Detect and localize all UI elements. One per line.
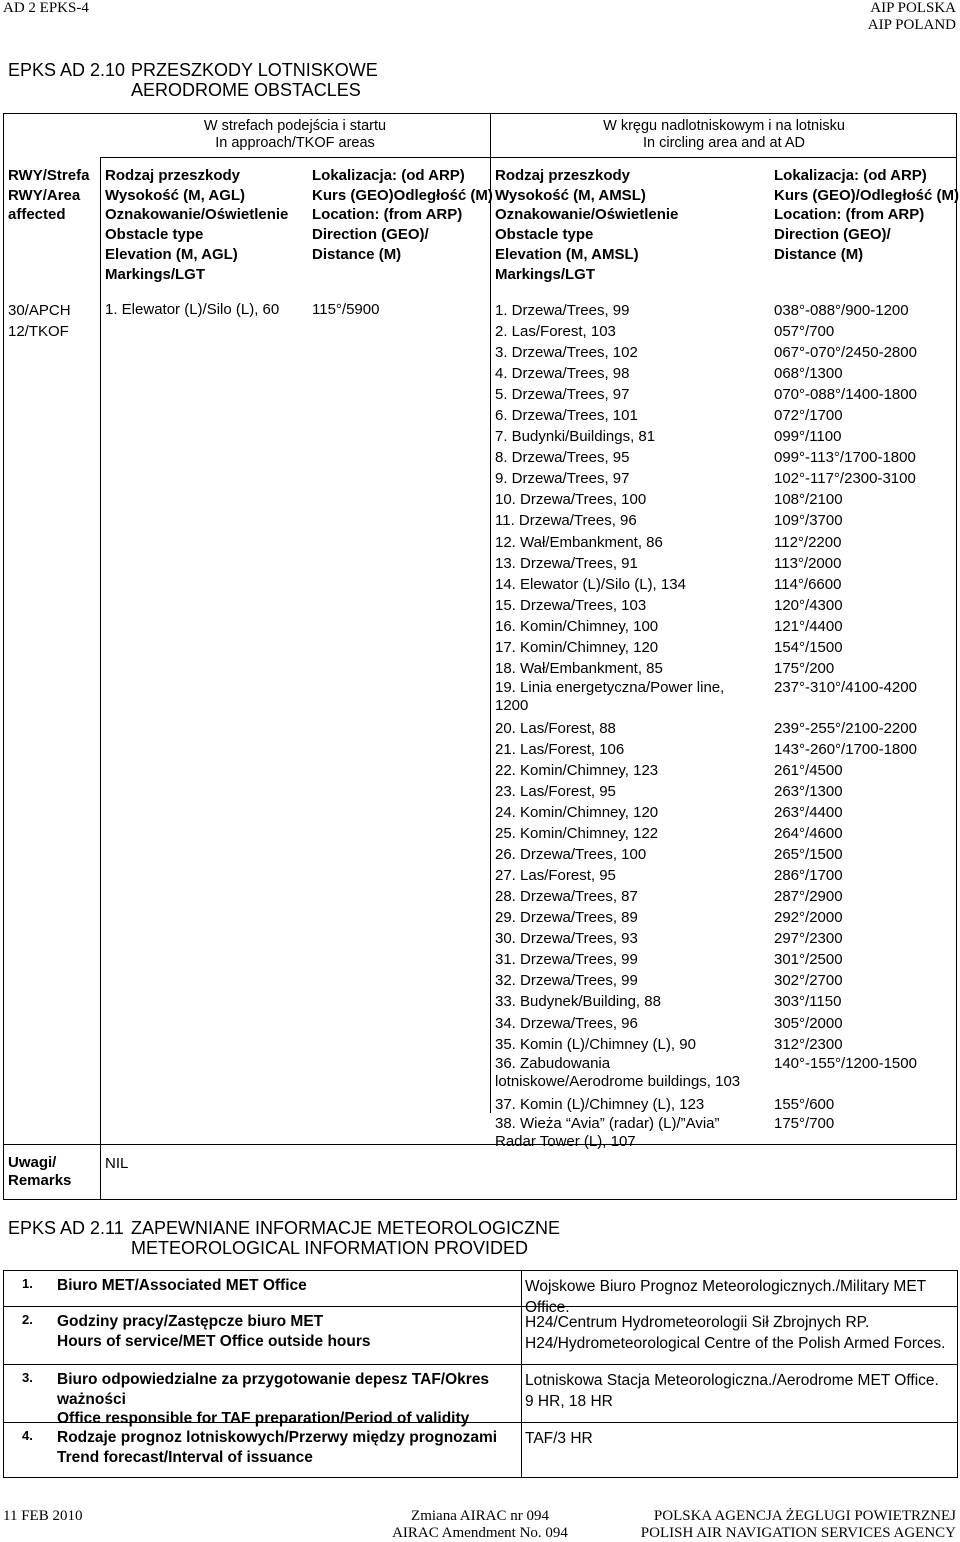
col-header-line: Direction (GEO)/ — [774, 226, 891, 244]
page-footer — [0, 1508, 960, 1540]
met-value-line: Wojskowe Biuro Prognoz Meteorologicznych./Military MET Office. — [525, 1278, 926, 1316]
circling-obstacle-location: 286°/1700 — [774, 867, 843, 885]
section-title-211 — [131, 1218, 560, 1258]
col-header-line: Wysokość (M, AMSL) — [495, 186, 646, 204]
met-value-line: TAF/3 HR — [525, 1430, 593, 1447]
met-label-line: Godziny pracy/Zastępcze biuro MET — [57, 1313, 324, 1330]
col-header-line: Elevation (M, AGL) — [105, 245, 238, 263]
circling-obstacle-type: 12. Wał/Embankment, 86 — [495, 533, 663, 551]
met-value-line: H24/Hydrometeorological Centre of the Polish Armed Forces. — [525, 1335, 946, 1352]
circling-obstacle-type: 10. Drzewa/Trees, 100 — [495, 491, 647, 509]
circling-obstacle-type: 24. Komin/Chimney, 120 — [495, 804, 659, 822]
circling-obstacle-type: 1. Drzewa/Trees, 99 — [495, 302, 630, 319]
section-title-211-pl: ZAPEWNIANE INFORMACJE METEOROLOGICZNE — [131, 1218, 561, 1238]
approach-header-pl: W strefach podejścia i startu — [203, 118, 387, 134]
section-title-211-en: METEOROLOGICAL INFORMATION PROVIDED — [131, 1238, 529, 1258]
circling-obstacle-type: 7. Budynki/Buildings, 81 — [495, 428, 656, 446]
footer-amendment-pl: Zmiana AIRAC nr 094 — [411, 1508, 549, 1524]
met-label-line: Office responsible for TAF preparation/Period of validity — [57, 1410, 470, 1427]
page-header-right — [868, 0, 956, 34]
footer-amendment-en: AIRAC Amendment No. 094 — [392, 1525, 568, 1541]
col-header-line: Direction (GEO)/ — [312, 226, 429, 244]
section-number-210: EPKS AD 2.10 — [8, 60, 126, 80]
footer-agency-en: POLISH AIR NAVIGATION SERVICES AGENCY — [640, 1525, 956, 1541]
circling-obstacle-type: 30. Drzewa/Trees, 93 — [495, 930, 638, 948]
circling-obstacle-location: 292°/2000 — [774, 909, 843, 927]
circling-obstacle-type: 5. Drzewa/Trees, 97 — [495, 386, 630, 404]
col-header-line: Markings/LGT — [105, 265, 206, 283]
met-row-value — [525, 1312, 955, 1354]
col-header-line: Distance (M) — [774, 245, 864, 263]
circling-obstacle-type: 33. Budynek/Building, 88 — [495, 993, 661, 1011]
circling-obstacle-location: 263°/4400 — [774, 804, 843, 822]
remarks-label — [8, 1154, 71, 1190]
circling-obstacle-location: 264°/4600 — [774, 825, 843, 843]
circling-header-pl: W kręgu nadlotniskowym i na lotnisku — [603, 118, 845, 134]
approach-group-header — [100, 118, 490, 152]
col-header-line: Markings/LGT — [495, 265, 596, 283]
col-header-line: RWY/Area — [8, 186, 81, 204]
section-title-210 — [131, 60, 378, 100]
circling-obstacle-location: 237°-310°/4100-4200 — [774, 678, 917, 696]
circling-obstacle-type: 21. Las/Forest, 106 — [495, 740, 625, 758]
circling-obstacle-location: 155°/600 — [774, 1095, 835, 1113]
footer-date: 11 FEB 2010 — [3, 1508, 83, 1524]
met-label-line: Trend forecast/Interval of issuance — [57, 1448, 313, 1466]
col-header-line: affected — [8, 206, 66, 224]
circling-obstacle-location: 303°/1150 — [774, 993, 842, 1011]
circling-obstacle-location: 067°-070°/2450-2800 — [774, 344, 917, 362]
col-header-line: Oznakowanie/Oświetlenie — [495, 206, 679, 224]
circling-obstacle-location: 114°/6600 — [774, 575, 842, 593]
grid-line — [4, 1364, 957, 1365]
col-header-line: Distance (M) — [312, 245, 402, 263]
remarks-label-line: Remarks — [8, 1172, 72, 1189]
circling-obstacle-type: 4. Drzewa/Trees, 98 — [495, 365, 630, 383]
circling-obstacle-location: 109°/3700 — [774, 512, 843, 530]
circling-obstacle-type: 36. Zabudowania lotniskowe/Aerodrome buildings, 103 — [495, 1054, 741, 1091]
circling-obstacle-type: 20. Las/Forest, 88 — [495, 719, 616, 737]
col-header-line: Obstacle type — [495, 226, 594, 244]
circling-obstacle-type: 31. Drzewa/Trees, 99 — [495, 951, 638, 969]
col-header-line: RWY/Strefa — [8, 167, 90, 184]
circling-obstacle-location: 287°/2900 — [774, 888, 843, 906]
circling-obstacle-location: 312°/2300 — [774, 1035, 843, 1053]
col-header-line: Elevation (M, AMSL) — [495, 245, 639, 263]
circling-obstacle-type: 9. Drzewa/Trees, 97 — [495, 470, 630, 488]
circling-obstacle-type: 8. Drzewa/Trees, 95 — [495, 449, 630, 467]
met-label-line: Hours of service/MET Office outside hours — [57, 1332, 371, 1350]
circling-obstacle-type: 25. Komin/Chimney, 122 — [495, 825, 659, 843]
footer-agency — [641, 1508, 956, 1542]
col-header-line: Location: (from ARP) — [774, 206, 925, 224]
circling-group-header — [491, 118, 957, 152]
circling-obstacle-type: 3. Drzewa/Trees, 102 — [495, 344, 638, 362]
circling-obstacle-location: 121°/4400 — [774, 617, 843, 635]
circling-obstacle-location: 038°-088°/900-1200 — [774, 302, 909, 319]
circling-obstacle-type: 32. Drzewa/Trees, 99 — [495, 972, 638, 990]
col-header-line: Kurs (GEO)Odległość (M) — [312, 186, 493, 204]
circling-obstacle-location: 261°/4500 — [774, 761, 843, 779]
header-aip-polska: AIP POLSKA — [870, 0, 956, 16]
circling-types-list — [495, 300, 760, 1154]
circling-obstacle-location: 301°/2500 — [774, 951, 843, 969]
met-row-value — [525, 1428, 955, 1449]
circling-obstacle-type: 19. Linia energetyczna/Power line, 1200 — [495, 678, 725, 715]
met-row-label — [57, 1370, 527, 1429]
circling-obstacle-location: 297°/2300 — [774, 930, 843, 948]
circling-obstacle-location: 068°/1300 — [774, 365, 843, 383]
circling-obstacle-location: 120°/4300 — [774, 596, 843, 614]
met-row-number: 2. — [22, 1312, 33, 1327]
met-row-label — [57, 1312, 527, 1351]
met-row-number: 4. — [22, 1428, 33, 1443]
circling-obstacle-location: 070°-088°/1400-1800 — [774, 386, 917, 404]
col-header-line: Lokalizacja: (od ARP) — [312, 167, 465, 184]
circling-obstacle-type: 13. Drzewa/Trees, 91 — [495, 554, 638, 572]
circling-obstacle-location: 239°-255°/2100-2200 — [774, 719, 917, 737]
circling-obstacle-location: 113°/2000 — [774, 554, 842, 572]
met-row-number: 3. — [22, 1370, 33, 1385]
met-row-label — [57, 1276, 527, 1296]
met-label-line: Rodzaje prognoz lotniskowych/Przerwy między prognozami — [57, 1429, 498, 1446]
section-number-211: EPKS AD 2.11 — [8, 1218, 124, 1238]
col-header-line: Rodzaj przeszkody — [105, 167, 241, 184]
met-info-table — [3, 1270, 958, 1478]
circling-header-en: In circling area and at AD — [642, 135, 805, 151]
col-header-line: Oznakowanie/Oświetlenie — [105, 206, 289, 224]
col-header-line: Lokalizacja: (od ARP) — [774, 167, 927, 184]
circling-obstacle-location: 102°-117°/2300-3100 — [774, 470, 916, 488]
circling-obstacle-location: 072°/1700 — [774, 407, 843, 425]
col-header-type-agl — [105, 166, 288, 284]
approach-obstacle: 1. Elewator (L)/Silo (L), 60 — [105, 301, 280, 318]
circling-obstacle-type: 17. Komin/Chimney, 120 — [495, 638, 659, 656]
col-header-rwy — [8, 166, 89, 225]
circling-obstacle-location: 263°/1300 — [774, 782, 843, 800]
rwy-line: 30/APCH — [8, 302, 71, 319]
met-value-line: H24/Centrum Hydrometeorologii Sił Zbrojnych RP. — [525, 1314, 870, 1331]
circling-obstacle-type: 14. Elewator (L)/Silo (L), 134 — [495, 575, 686, 593]
col-header-line: Location: (from ARP) — [312, 206, 463, 224]
rwy-line: 12/TKOF — [8, 323, 69, 340]
circling-obstacle-type: 2. Las/Forest, 103 — [495, 323, 616, 341]
remarks-value: NIL — [105, 1155, 129, 1172]
circling-obstacle-type: 11. Drzewa/Trees, 96 — [495, 512, 637, 530]
circling-obstacle-type: 37. Komin (L)/Chimney (L), 123 — [495, 1095, 705, 1113]
met-row-label — [57, 1428, 527, 1467]
circling-obstacle-type: 6. Drzewa/Trees, 101 — [495, 407, 638, 425]
section-title-210-en: AERODROME OBSTACLES — [131, 80, 361, 100]
circling-obstacle-type: 27. Las/Forest, 95 — [495, 867, 616, 885]
circling-obstacle-type: 35. Komin (L)/Chimney (L), 90 — [495, 1035, 696, 1053]
circling-obstacle-location: 057°/700 — [774, 323, 835, 341]
remarks-label-line: Uwagi/ — [8, 1154, 57, 1171]
approach-location: 115°/5900 — [312, 301, 380, 318]
circling-obstacle-location: 175°/200 — [774, 659, 835, 677]
header-aip-poland: AIP POLAND — [867, 17, 956, 33]
circling-obstacle-type: 15. Drzewa/Trees, 103 — [495, 596, 647, 614]
circling-locations-list — [774, 300, 954, 1154]
approach-header-en: In approach/TKOF areas — [215, 135, 375, 151]
circling-obstacle-type: 26. Drzewa/Trees, 100 — [495, 846, 647, 864]
col-header-line: Kurs (GEO)/Odległość (M) — [774, 186, 960, 204]
circling-obstacle-type: 18. Wał/Embankment, 85 — [495, 659, 663, 677]
section-title-210-pl: PRZESZKODY LOTNISKOWE — [131, 60, 378, 80]
circling-obstacle-location: 302°/2700 — [774, 972, 843, 990]
circling-obstacle-type: 28. Drzewa/Trees, 87 — [495, 888, 638, 906]
circling-obstacle-type: 38. Wieża “Avia” (radar) (L)/”Avia” Radar Tower (L), 107 — [495, 1114, 720, 1151]
met-value-line: 9 HR, 18 HR — [525, 1393, 613, 1410]
circling-obstacle-type: 29. Drzewa/Trees, 89 — [495, 909, 638, 927]
met-label-line: Biuro odpowiedzialne za przygotowanie depesz TAF/Okres ważności — [57, 1371, 490, 1408]
col-header-location-circling — [774, 166, 959, 265]
circling-obstacle-location: 108°/2100 — [774, 491, 843, 509]
col-header-line: Wysokość (M, AGL) — [105, 186, 246, 204]
col-header-location-approach — [312, 166, 493, 265]
footer-agency-pl: POLSKA AGENCJA ŻEGLUGI POWIETRZNEJ — [653, 1508, 956, 1524]
circling-obstacle-location: 099°/1100 — [774, 428, 842, 446]
circling-obstacle-type: 16. Komin/Chimney, 100 — [495, 617, 659, 635]
circling-obstacle-type: 34. Drzewa/Trees, 96 — [495, 1014, 638, 1032]
met-row-number: 1. — [22, 1276, 33, 1291]
obstacles-table — [3, 113, 960, 1200]
rwy-value — [8, 300, 71, 342]
circling-obstacle-location: 143°-260°/1700-1800 — [774, 740, 917, 758]
col-header-line: Obstacle type — [105, 226, 204, 244]
circling-obstacle-location: 305°/2000 — [774, 1014, 843, 1032]
col-header-line: Rodzaj przeszkody — [495, 167, 631, 184]
circling-obstacle-type: 22. Komin/Chimney, 123 — [495, 761, 659, 779]
circling-obstacle-location: 112°/2200 — [774, 533, 842, 551]
footer-amendment — [330, 1508, 630, 1542]
circling-obstacle-type: 23. Las/Forest, 95 — [495, 782, 616, 800]
met-row-value — [525, 1370, 955, 1412]
page-header-left: AD 2 EPKS-4 — [3, 0, 89, 16]
grid-line — [100, 157, 101, 1199]
circling-obstacle-location: 099°-113°/1700-1800 — [774, 449, 916, 467]
circling-obstacle-location: 265°/1500 — [774, 846, 843, 864]
circling-obstacle-location: 175°/700 — [774, 1114, 835, 1132]
met-value-line: Lotniskowa Stacja Meteorologiczna./Aerodrome MET Office. — [525, 1372, 939, 1389]
col-header-type-amsl — [495, 166, 678, 284]
circling-obstacle-location: 140°-155°/1200-1500 — [774, 1054, 917, 1072]
met-label-line: Biuro MET/Associated MET Office — [57, 1277, 307, 1294]
grid-line — [100, 157, 956, 158]
circling-obstacle-location: 154°/1500 — [774, 638, 843, 656]
